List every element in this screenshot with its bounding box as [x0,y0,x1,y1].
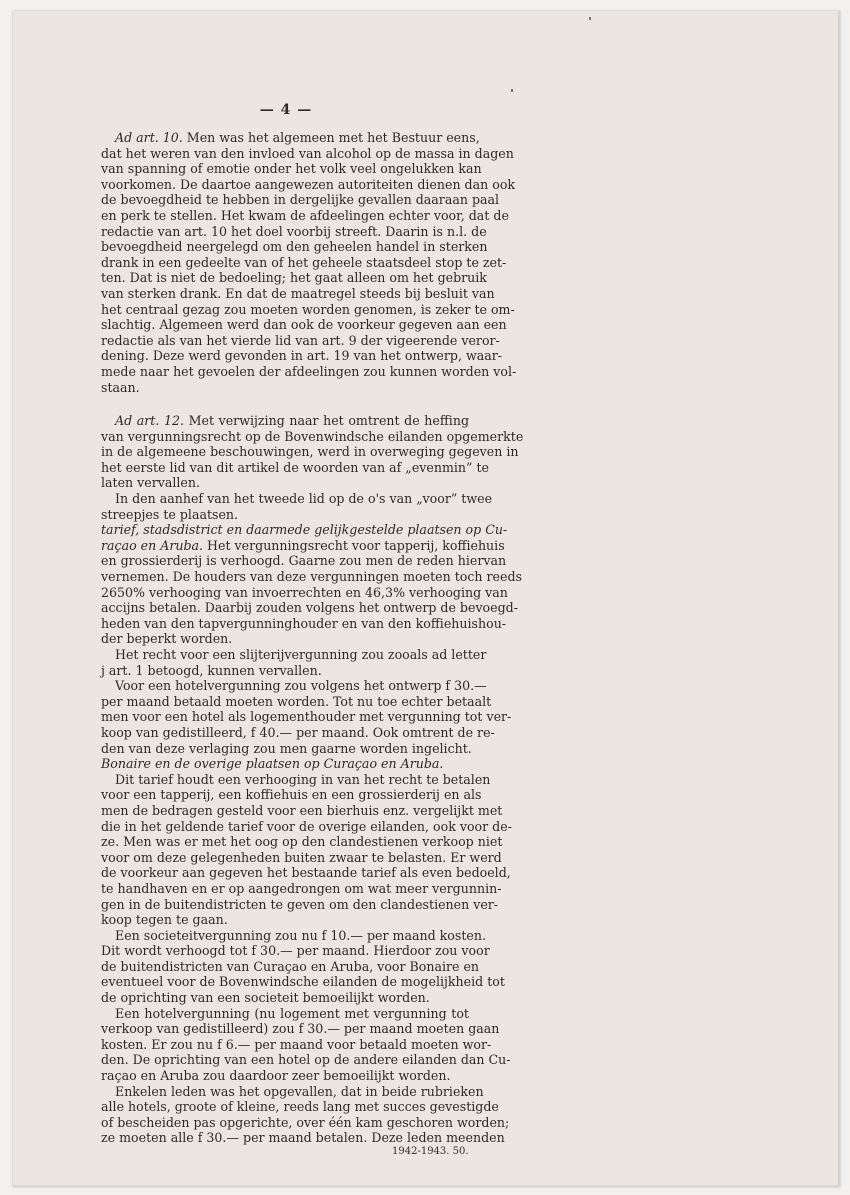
text-line: het eerste lid van dit artikel de woorden van af „evenmin” te [101,459,489,475]
text-line: raçao en Aruba. Het vergunningsrecht voor tapperij, koffiehuis [101,537,505,553]
text-line: alle hotels, groote of kleine, reeds lang met succes gevestigde [101,1099,499,1115]
text-line: Dit wordt verhoogd tot f 30.— per maand. Hierdoor zou voor [101,943,490,959]
text-line: j art. 1 betoogd, kunnen vervallen. [101,662,322,678]
text-line: mede naar het gevoelen der afdeelingen zou kunnen worden vol- [101,363,517,379]
text-line: accijns betalen. Daarbij zouden volgens het ontwerp de bevoegd- [101,600,518,616]
text-line: het centraal gezag zou moeten worden genomen, is zeker te om- [101,301,515,317]
text-line: heden van den tapvergunninghouder en van den koffiehuishou- [101,615,507,631]
text-line: raçao en Aruba zou daardoor zeer bemoeilijkt worden. [101,1068,451,1084]
text-line: in de algemeene beschouwingen, werd in overweging gegeven in [101,444,519,460]
text-line: Enkelen leden was het opgevallen, dat in beide rubrieken [115,1083,484,1099]
text-line: en grossierderij is verhoogd. Gaarne zou men de reden hiervan [101,553,507,569]
text-line: den. De oprichting van een hotel op de andere eilanden dan Cu- [101,1052,511,1068]
text-line: streepjes te plaatsen. [101,506,239,522]
text-line: staan. [101,379,140,395]
text-line: laten vervallen. [101,475,200,491]
text-line: drank in een gedeelte van of het geheele staatsdeel stop te zet- [101,254,507,270]
text-line: te handhaven en er op aangedrongen om wat meer vergunnin- [101,880,502,896]
text-line: per maand betaald moeten worden. Tot nu toe echter betaalt [101,693,492,709]
text-line: ten. Dat is niet de bedoeling; het gaat alleen om het gebruik [101,270,487,286]
text-line: In den aanhef van het tweede lid op de o's van „voor” twee [115,491,493,507]
text-line: gen in de buitendistricten te geven om den clandestienen ver- [101,896,499,912]
text-line: redactie als van het vierde lid van art. 9 der vigeerende veror- [101,332,500,348]
page-number: — 4 — [259,102,313,118]
text-line: de voorkeur aan gegeven het bestaande tarief als even bedoeld, [101,865,511,881]
text-line: voorkomen. De daartoe aangewezen autoriteiten dienen dan ook [101,176,516,192]
text-line: vernemen. De houders van deze vergunningen moeten toch reeds [101,569,522,585]
text-line: dat het weren van den invloed van alcohol op de massa in dagen [101,145,514,161]
speck [589,17,591,20]
text-line: Ad art. 12. Met verwijzing naar het omtrent de heffing [115,413,469,429]
text-line: Ad art. 10. Men was het algemeen met het Bestuur eens, [115,130,480,145]
text-line: voor een tapperij, een koffiehuis en een grossierderij en als [101,787,482,803]
text-line: van sterken drank. En dat de maatregel steeds bij besluit van [101,285,495,301]
section-subheading: Bonaire en de overige plaatsen op Curaçao en Aruba. [101,756,444,772]
text-line: ze moeten alle f 30.— per maand betalen. Deze leden meenden [101,1130,505,1146]
text-line: 2650% verhooging van invoerrechten en 46,3% verhooging van [101,584,508,600]
text-line: de bevoegdheid te hebben in dergelijke gevallen daaraan paal [101,192,500,208]
section-subheading: raçao en Aruba. [101,537,204,553]
text-line: Het recht voor een slijterijvergunning zou zooals ad letter [115,647,487,662]
text-line: voor om deze gelegenheden buiten zwaar te belasten. Er werd [101,849,502,865]
article-heading: Ad art. 12. [115,413,184,429]
text-line: koop tegen te gaan. [101,912,228,928]
text-line: van spanning of emotie onder het volk veel ongelukken kan [101,161,482,177]
text-line: eventueel voor de Bovenwindsche eilanden de mogelijkheid tot [101,974,505,990]
text-line: koop van gedistilleerd, f 40.— per maand. Ook omtrent de re- [101,724,495,740]
text-line: kosten. Er zou nu f 6.— per maand voor betaald moeten wor- [101,1036,492,1052]
text-line: ze. Men was er met het oog op den clandestienen verkoop niet [101,834,503,850]
text-line: der beperkt worden. [101,631,233,647]
document-body [101,130,524,1146]
text-line: Een hotelvergunning (nu logement met vergunning tot [115,1005,469,1021]
text-line: men de bedragen gesteld voor een bierhuis enz. vergelijkt met [101,802,503,818]
text-line: Voor een hotelvergunning zou volgens het ontwerp f 30.— [115,678,487,694]
archive-reference: 1942-1943. 50. [392,1146,469,1157]
text-line: Een societeitvergunning zou nu f 10.— per maand kosten. [115,927,486,943]
text-line: den van deze verlaging zou men gaarne worden ingelicht. [101,740,472,756]
text-line: redactie van art. 10 het doel voorbij streeft. Daarin is n.l. de [101,223,487,239]
article-heading: Ad art. 10. [115,130,183,145]
text-line: verkoop van gedistilleerd) zou f 30.— per maand moeten gaan [101,1021,500,1037]
section-subheading: tarief, stadsdistrict en daarmede gelijkgestelde plaatsen op Cu- [101,522,508,538]
text-line: de oprichting van een societeit bemoeilijkt worden. [101,990,430,1006]
text-line: de buitendistricten van Curaçao en Aruba, voor Bonaire en [101,958,480,974]
text-line: die in het geldende tarief voor de overige eilanden, ook voor de- [101,818,512,834]
speck [511,89,513,92]
text-line: dening. Deze werd gevonden in art. 19 van het ontwerp, waar- [101,348,503,364]
text-line: en perk te stellen. Het kwam de afdeelingen echter voor, dat de [101,207,509,223]
text-line: Dit tarief houdt een verhooging in van het recht te betalen [115,771,491,787]
text-line: of bescheiden pas opgerichte, over één kam geschoren worden; [101,1114,510,1130]
text-line: men voor een hotel als logementhouder met vergunning tot ver- [101,709,512,725]
text-line: van vergunningsrecht op de Bovenwindsche eilanden opgemerkte [101,428,524,444]
text-line: slachtig. Algemeen werd dan ook de voorkeur gegeven aan een [101,317,507,333]
text-line: bevoegdheid neergelegd om den geheelen handel in sterken [101,239,488,255]
